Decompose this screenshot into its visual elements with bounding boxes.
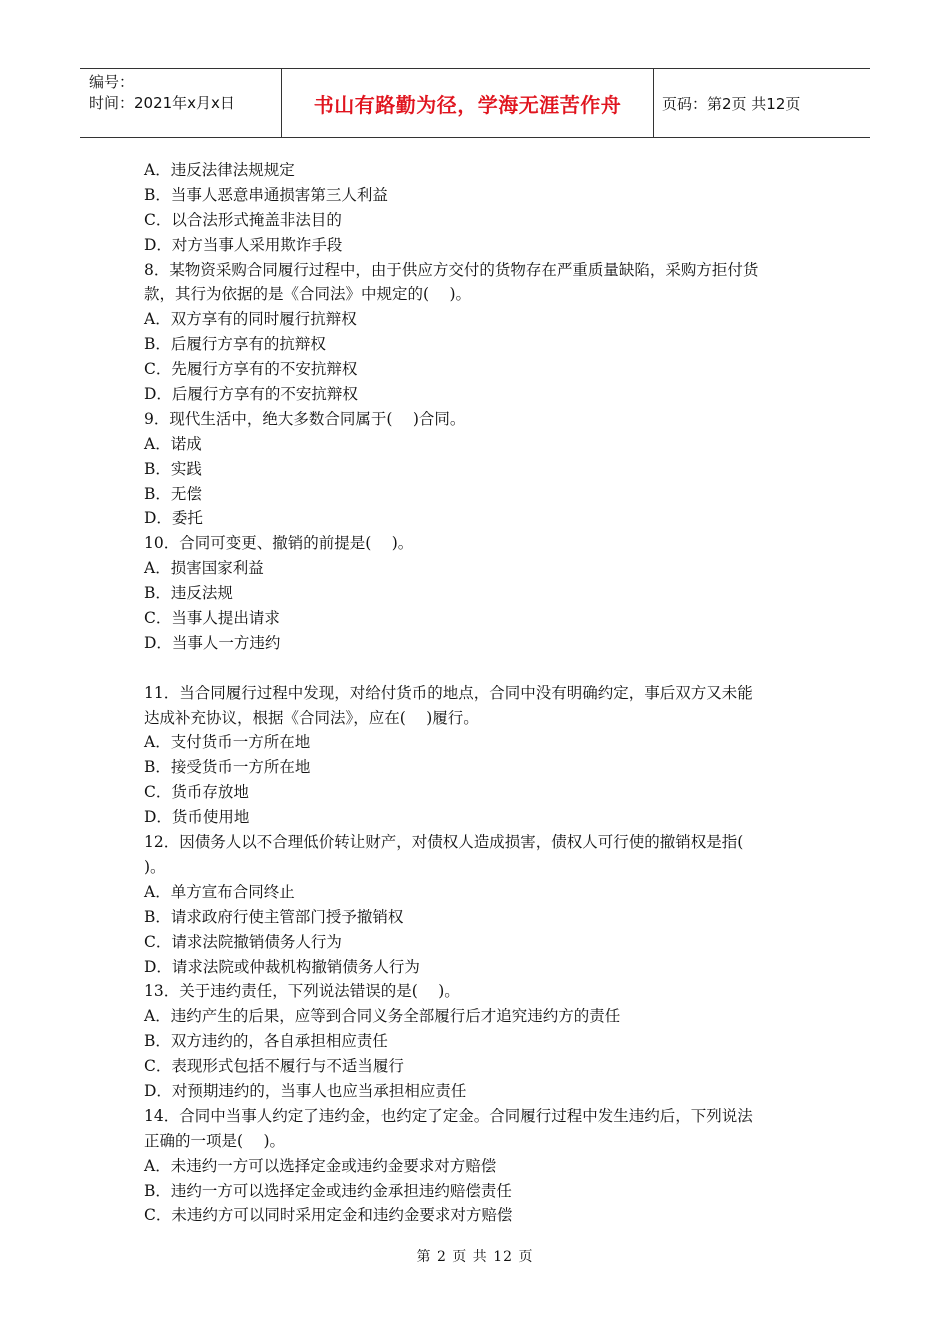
text-line: D．对方当事人采用欺诈手段: [144, 235, 343, 254]
text-line: D．对预期违约的，当事人也应当承担相应责任: [144, 1081, 467, 1100]
text-line: B．接受货币一方所在地: [144, 758, 311, 777]
text-line: D．后履行方享有的不安抗辩权: [144, 385, 358, 404]
text-line: 达成补充协议，根据《合同法》，应在( )履行。: [144, 708, 479, 727]
text-line: B．实践: [144, 459, 202, 478]
text-line: 13．关于违约责任，下列说法错误的是( )。: [144, 982, 460, 1001]
text-line: D．委托: [144, 509, 203, 528]
text-line: B．无偿: [144, 484, 202, 503]
text-line: A．双方享有的同时履行抗辩权: [144, 310, 357, 329]
text-line: 11．当合同履行过程中发现，对给付货币的地点，合同中没有明确约定，事后双方又未能: [144, 683, 753, 702]
text-line: C．货币存放地: [144, 783, 249, 802]
date-label: 时间：2021年x月x日: [89, 94, 235, 112]
header-page-info: 页码：第2页 共12页: [662, 94, 801, 113]
text-line: C．当事人提出请求: [144, 609, 280, 628]
blank-line: [144, 656, 812, 681]
text-line: A．违反法律法规规定: [144, 161, 295, 179]
text-line: C．先履行方享有的不安抗辩权: [144, 360, 358, 379]
text-line: B．后履行方享有的抗辩权: [144, 335, 326, 354]
text-line: 14．合同中当事人约定了违约金，也约定了定金。合同履行过程中发生违约后，下列说法: [144, 1106, 753, 1125]
text-line: D．货币使用地: [144, 808, 250, 827]
text-line: 8．某物资采购合同履行过程中，由于供应方交付的货物存在严重质量缺陷，采购方拒付货: [144, 260, 759, 279]
text-line: A．单方宣布合同终止: [144, 882, 295, 901]
page-header: [80, 68, 870, 138]
document-body: [144, 158, 812, 1228]
text-line: B．双方违约的，各自承担相应责任: [144, 1032, 388, 1051]
text-line: 款，其行为依据的是《合同法》中规定的( )。: [144, 285, 472, 304]
text-line: A．未违约一方可以选择定金或违约金要求对方赔偿: [144, 1156, 497, 1175]
header-meta: [80, 69, 282, 137]
text-line: D．当事人一方违约: [144, 633, 281, 652]
text-line: C．未违约方可以同时采用定金和违约金要求对方赔偿: [144, 1206, 513, 1225]
text-line: C．以合法形式掩盖非法目的: [144, 210, 342, 229]
text-line: )。: [144, 857, 166, 876]
serial-number-label: 编号：: [89, 73, 135, 91]
text-line: B．违反法规: [144, 584, 233, 603]
text-line: D．请求法院或仲裁机构撤销债务人行为: [144, 957, 420, 976]
text-line: B．请求政府行使主管部门授予撤销权: [144, 907, 404, 926]
text-line: 10．合同可变更、撤销的前提是( )。: [144, 534, 414, 553]
text-line: B．当事人恶意串通损害第三人利益: [144, 185, 388, 204]
text-line: A．损害国家利益: [144, 559, 264, 578]
text-line: C．请求法院撤销债务人行为: [144, 932, 342, 951]
header-motto: 书山有路勤为径，学海无涯苦作舟: [282, 69, 654, 137]
text-line: 9．现代生活中，绝大多数合同属于( )合同。: [144, 409, 466, 428]
text-line: 正确的一项是( )。: [144, 1131, 286, 1150]
text-line: A．诺成: [144, 434, 202, 453]
text-line: 12．因债务人以不合理低价转让财产，对债权人造成损害，债权人可行使的撤销权是指(: [144, 833, 744, 852]
text-line: A．违约产生的后果，应等到合同义务全部履行后才追究违约方的责任: [144, 1007, 621, 1026]
text-line: C．表现形式包括不履行与不适当履行: [144, 1057, 404, 1076]
text-line: A．支付货币一方所在地: [144, 733, 311, 752]
page-footer: 第 2 页 共 12 页: [416, 1249, 534, 1265]
text-line: B．违约一方可以选择定金或违约金承担违约赔偿责任: [144, 1181, 512, 1200]
